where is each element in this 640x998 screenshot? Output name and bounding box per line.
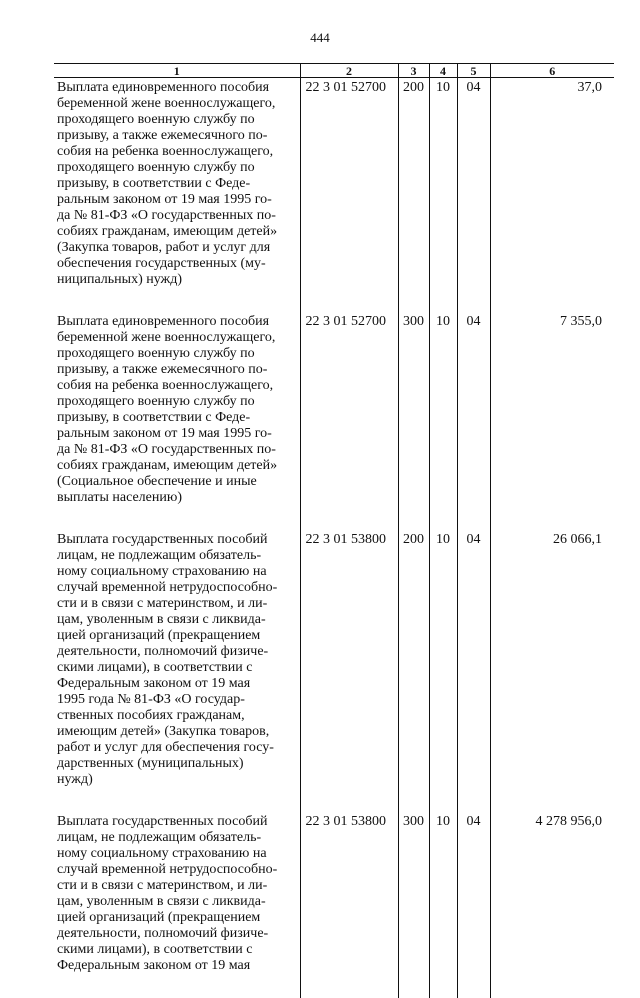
row-amount: 37,0: [490, 78, 614, 313]
table-row: [54, 78, 614, 313]
description-line: ральным законом от 19 мая 1995 го-: [57, 426, 298, 442]
table-row: [54, 530, 614, 812]
row-code: 22 3 01 53800: [300, 812, 398, 998]
description-line: Выплата государственных пособий: [57, 532, 298, 548]
description-line: деятельности, полномочий физиче-: [57, 644, 298, 660]
description-line: обеспечения государственных (му-: [57, 256, 298, 272]
description-line: (Закупка товаров, работ и услуг для: [57, 240, 298, 256]
row-amount: 4 278 956,0: [490, 812, 614, 998]
page-number: 444: [0, 30, 640, 46]
column-header-6: 6: [490, 64, 614, 78]
row-amount: 26 066,1: [490, 530, 614, 812]
row-col4: 10: [429, 78, 457, 313]
description-line: призыву, а также ежемесячного по-: [57, 362, 298, 378]
description-line: цам, уволенным в связи с ликвида-: [57, 894, 298, 910]
description-line: беременной жене военнослужащего,: [57, 330, 298, 346]
row-code: 22 3 01 52700: [300, 78, 398, 313]
row-description: [54, 530, 300, 812]
row-amount: 7 355,0: [490, 312, 614, 530]
description-line: сти и в связи с материнством, и ли-: [57, 596, 298, 612]
description-line: скими лицами), в соответствии с: [57, 660, 298, 676]
description-line: случай временной нетрудоспособно-: [57, 580, 298, 596]
row-col3: 200: [398, 530, 429, 812]
description-line: ственных пособиях гражданам,: [57, 708, 298, 724]
column-header-1: 1: [54, 64, 300, 78]
description-line: собиях гражданам, имеющим детей»: [57, 224, 298, 240]
description-line: да № 81-ФЗ «О государственных по-: [57, 442, 298, 458]
description-line: ному социальному страхованию на: [57, 846, 298, 862]
row-col5: 04: [457, 812, 490, 998]
description-line: собия на ребенка военнослужащего,: [57, 144, 298, 160]
row-col3: 300: [398, 312, 429, 530]
description-line: цией организаций (прекращением: [57, 628, 298, 644]
row-col4: 10: [429, 312, 457, 530]
description-line: проходящего военную службу по: [57, 112, 298, 128]
description-line: призыву, в соответствии с Феде-: [57, 410, 298, 426]
description-line: деятельности, полномочий физиче-: [57, 926, 298, 942]
row-code: 22 3 01 52700: [300, 312, 398, 530]
description-line: случай временной нетрудоспособно-: [57, 862, 298, 878]
row-col3: 200: [398, 78, 429, 313]
description-line: призыву, в соответствии с Феде-: [57, 176, 298, 192]
table-row: [54, 812, 614, 998]
table-body: [54, 78, 614, 998]
description-line: Федеральным законом от 19 мая: [57, 958, 298, 974]
row-col4: 10: [429, 530, 457, 812]
description-line: нужд): [57, 772, 298, 788]
description-line: проходящего военную службу по: [57, 394, 298, 410]
description-line: лицам, не подлежащим обязатель-: [57, 830, 298, 846]
description-line: Федеральным законом от 19 мая: [57, 676, 298, 692]
description-line: (Социальное обеспечение и иные: [57, 474, 298, 490]
description-line: ральным законом от 19 мая 1995 го-: [57, 192, 298, 208]
description-line: ному социальному страхованию на: [57, 564, 298, 580]
column-header-2: 2: [300, 64, 398, 78]
budget-table: [54, 63, 614, 998]
row-description: [54, 812, 300, 998]
row-col4: 10: [429, 812, 457, 998]
column-header-4: 4: [429, 64, 457, 78]
description-line: собия на ребенка военнослужащего,: [57, 378, 298, 394]
description-line: Выплата единовременного пособия: [57, 314, 298, 330]
description-line: да № 81-ФЗ «О государственных по-: [57, 208, 298, 224]
description-line: сти и в связи с материнством, и ли-: [57, 878, 298, 894]
row-description: [54, 312, 300, 530]
description-line: призыву, а также ежемесячного по-: [57, 128, 298, 144]
description-line: 1995 года № 81-ФЗ «О государ-: [57, 692, 298, 708]
description-line: цией организаций (прекращением: [57, 910, 298, 926]
description-line: цам, уволенным в связи с ликвида-: [57, 612, 298, 628]
column-header-5: 5: [457, 64, 490, 78]
description-line: проходящего военную службу по: [57, 160, 298, 176]
description-line: проходящего военную службу по: [57, 346, 298, 362]
row-col3: 300: [398, 812, 429, 998]
description-line: Выплата государственных пособий: [57, 814, 298, 830]
description-line: скими лицами), в соответствии с: [57, 942, 298, 958]
row-description: [54, 78, 300, 313]
description-line: Выплата единовременного пособия: [57, 80, 298, 96]
row-col5: 04: [457, 78, 490, 313]
description-line: выплаты населению): [57, 490, 298, 506]
description-line: собиях гражданам, имеющим детей»: [57, 458, 298, 474]
description-line: ниципальных) нужд): [57, 272, 298, 288]
description-line: имеющим детей» (Закупка товаров,: [57, 724, 298, 740]
row-col5: 04: [457, 312, 490, 530]
row-code: 22 3 01 53800: [300, 530, 398, 812]
table-header-row: [54, 64, 614, 78]
description-line: дарственных (муниципальных): [57, 756, 298, 772]
column-header-3: 3: [398, 64, 429, 78]
description-line: лицам, не подлежащим обязатель-: [57, 548, 298, 564]
table-row: [54, 312, 614, 530]
description-line: беременной жене военнослужащего,: [57, 96, 298, 112]
description-line: работ и услуг для обеспечения госу-: [57, 740, 298, 756]
row-col5: 04: [457, 530, 490, 812]
